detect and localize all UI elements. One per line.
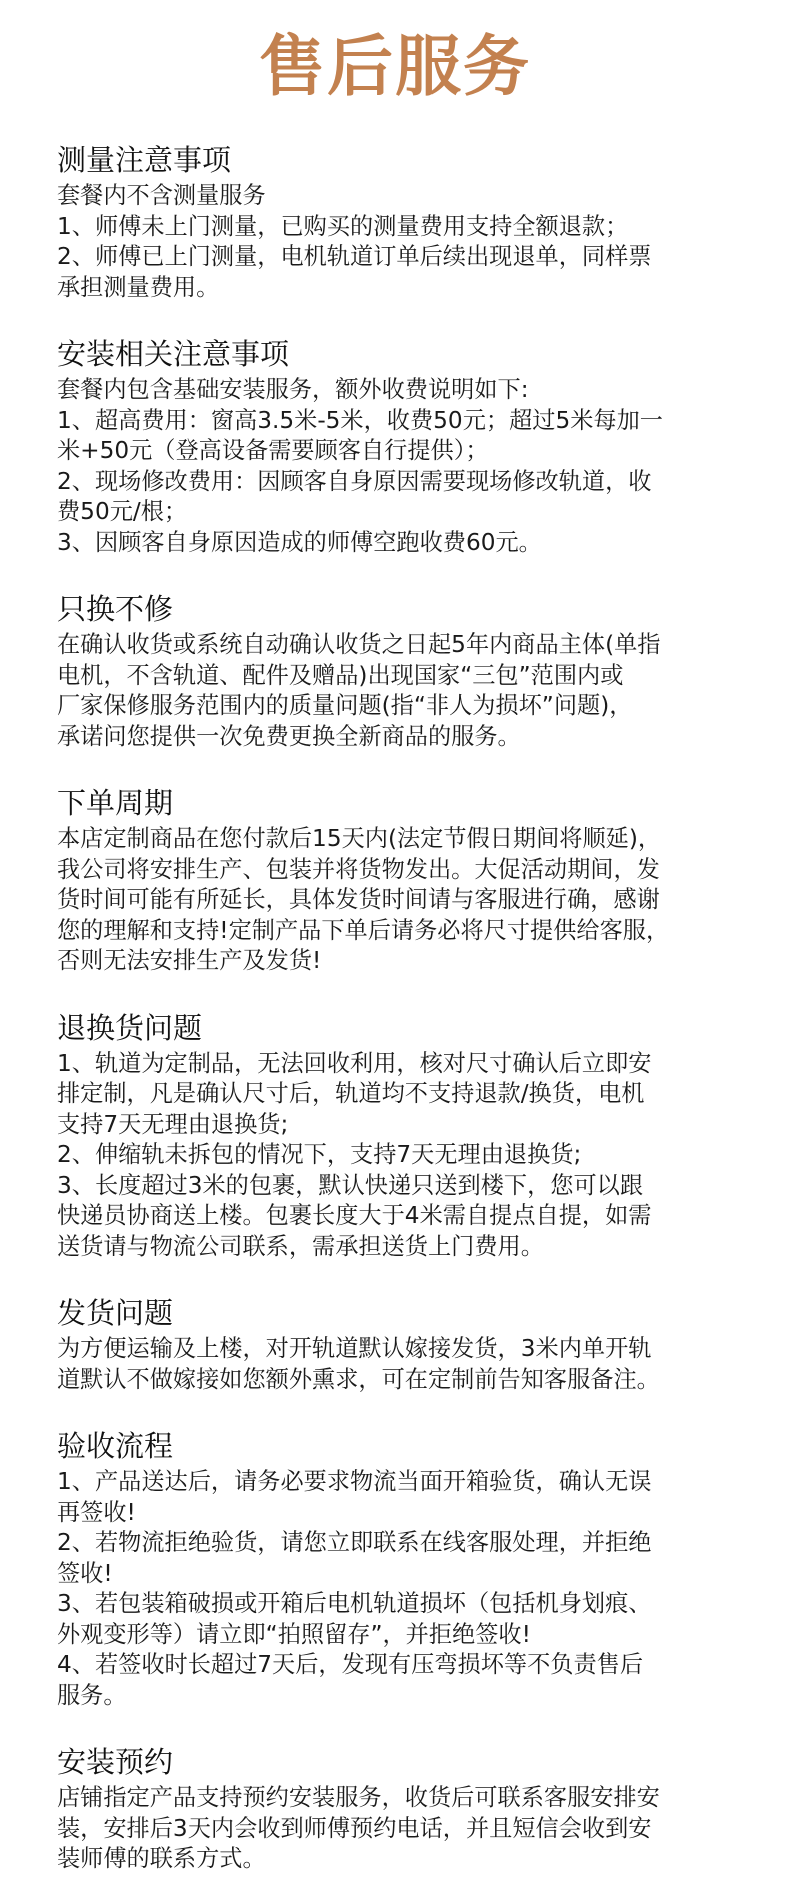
section-text-line: 承担测量费用。: [57, 273, 220, 301]
section-text-line: 1、产品送达后，请务必要求物流当面开箱验货，确认无误: [57, 1468, 652, 1495]
section-text-line: 费50元/根；: [57, 498, 188, 525]
section-text-line: 服务。: [57, 1681, 127, 1709]
section-text-line: 2、伸缩轨未拆包的情况下，支持7天无理由退换货;: [57, 1141, 582, 1168]
section: [57, 1009, 757, 1263]
section-text-line: 装，安排后3天内会收到师傅预约电话，并且短信会收到安: [57, 1814, 652, 1842]
section: [57, 1294, 757, 1395]
section-heading: 验收流程: [57, 1429, 174, 1463]
section-heading: 发货问题: [57, 1296, 174, 1330]
section-text-line: 1、轨道为定制品，无法回收利用，核对尺寸确认后立即安: [57, 1049, 652, 1077]
section-text-line: 为方便运输及上楼，对开轨道默认嫁接发货，3米内单开轨: [57, 1335, 652, 1362]
section-text-line: 再签收!: [57, 1498, 136, 1526]
section-text-line: 本店定制商品在您付款后15天内(法定节假日期间将顺延)，: [57, 825, 662, 852]
section: [57, 1743, 757, 1875]
section-text-line: 外观变形等）请立即“拍照留存”，并拒绝签收!: [57, 1620, 531, 1648]
section: [57, 141, 757, 303]
section-text-line: 2、现场修改费用：因顾客自身原因需要现场修改轨道，收: [57, 467, 652, 495]
section-text-line: 在确认收货或系统自动确认收货之日起5年内商品主体(单指: [57, 631, 661, 658]
section: [57, 1427, 757, 1711]
section-text-line: 2、若物流拒绝验货，请您立即联系在线客服处理，并拒绝: [57, 1529, 652, 1556]
section-text-line: 1、师傅未上门测量，已购买的测量费用支持全额退款；: [57, 212, 629, 240]
section-text-line: 支持7天无理由退换货;: [57, 1110, 289, 1138]
section-text-line: 3、长度超过3米的包裹，默认快递只送到楼下，您可以跟: [57, 1171, 644, 1199]
section-text-line: 快递员协商送上楼。包裹长度大于4米需自提点自提，如需: [57, 1202, 652, 1229]
section-text-line: 套餐内不含测量服务: [57, 182, 266, 209]
section-text-line: 2、师傅已上门测量，电机轨道订单后续出现退单，同样票: [57, 243, 652, 270]
section-text-line: 套餐内包含基础安装服务，额外收费说明如下:: [57, 376, 529, 403]
section-text-line: 货时间可能有所延长，具体发货时间请与客服进行确，感谢: [57, 886, 660, 913]
section-text-line: 米+50元（登高设备需要顾客自行提供）；: [57, 437, 489, 464]
section-text-line: 店铺指定产品支持预约安装服务，收货后可联系客服安排安: [57, 1784, 660, 1811]
section-heading: 安装相关注意事项: [57, 337, 290, 371]
section: [57, 784, 757, 977]
section-text-line: 送货请与物流公司联系，需承担送货上门费用。: [57, 1232, 544, 1260]
section-text-line: 您的理解和支持!定制产品下单后请务必将尺寸提供给客服，: [57, 916, 670, 944]
section-text-line: 厂家保修服务范围内的质量问题(指“非人为损坏”问题)，: [57, 692, 633, 719]
section: [57, 335, 757, 558]
section: [57, 590, 757, 752]
section-heading: 只换不修: [57, 592, 174, 626]
page-title: 售后服务: [259, 28, 531, 105]
section-text-line: 3、因顾客自身原因造成的师傅空跑收费60元。: [57, 528, 542, 556]
section-text-line: 4、若签收时长超过7天后，发现有压弯损坏等不负责售后: [57, 1651, 644, 1678]
section-text-line: 承诺问您提供一次免费更换全新商品的服务。: [57, 722, 521, 750]
section-heading: 退换货问题: [57, 1010, 203, 1045]
section-text-line: 道默认不做嫁接如您额外熏求，可在定制前告知客服备注。: [57, 1365, 660, 1393]
section-heading: 下单周期: [57, 786, 174, 820]
section-text-line: 签收!: [57, 1559, 113, 1587]
section-text-line: 1、超高费用：窗高3.5米-5米，收费50元；超过5米每加一: [57, 406, 663, 434]
section-text-line: 电机，不含轨道、配件及赠品)出现国家“三包”范围内或: [57, 661, 624, 689]
section-text-line: 排定制，凡是确认尺寸后，轨道均不支持退款/换货，电机: [57, 1080, 645, 1107]
section-text-line: 3、若包装箱破损或开箱后电机轨道损坏（包括机身划痕、: [57, 1590, 652, 1617]
section-text-line: 装师傅的联系方式。: [57, 1845, 266, 1872]
after-sales-content: [57, 141, 757, 1875]
section-heading: 安装预约: [57, 1745, 174, 1779]
section-text-line: 否则无法安排生产及发货!: [57, 947, 322, 974]
section-heading: 测量注意事项: [57, 143, 232, 177]
section-text-line: 我公司将安排生产、包装并将货物发出。大促活动期间，发: [57, 855, 660, 883]
